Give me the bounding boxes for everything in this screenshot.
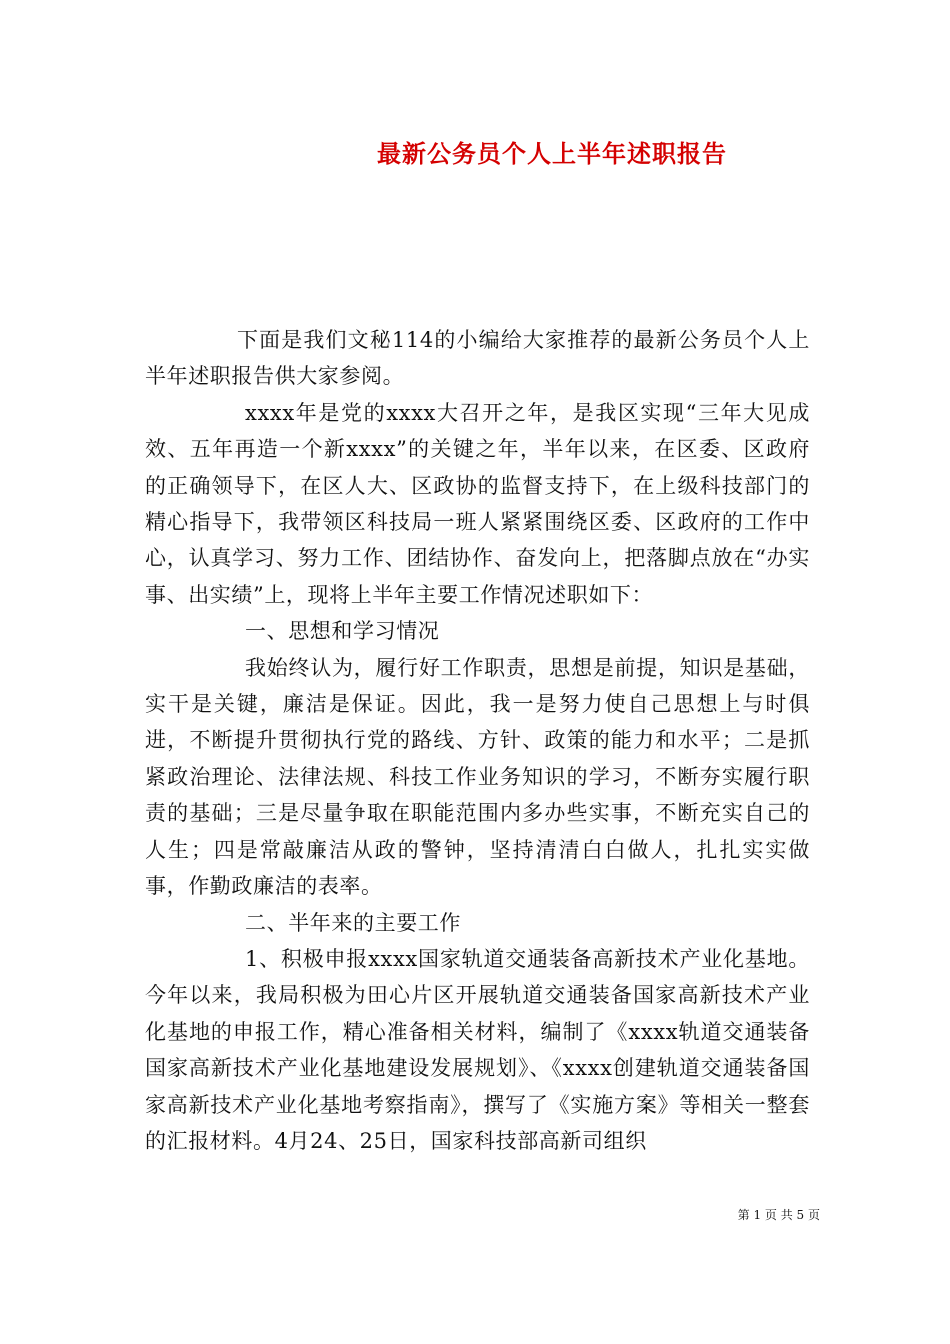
body-paragraph: 1、积极申报xxxx国家轨道交通装备高新技术产业化基地。今年以来，我局积极为田心片区开展轨道交通装备国家高新技术产业化基地的申报工作，精心准备相关材料，编制了《xxxx轨道交通装备国家高新技术产业化基地建设发展规划》、《xxxx创建轨道交通装备国家高新技术产业化基地考察指南》，撰写了《实施方案》等相关一整套的汇报材料。4月24、25日，国家科技部高新司组织 <box>145 946 810 1153</box>
document-body <box>145 322 810 1159</box>
body-paragraph: 我始终认为，履行好工作职责，思想是前提，知识是基础，实干是关键，廉洁是保证。因此，我一是努力使自己思想上与时俱进，不断提升贯彻执行党的路线、方针、政策的能力和水平；二是抓紧政治理论、法律法规、科技工作业务知识的学习，不断夯实履行职责的基础；三是尽量争取在职能范围内多办些实事，不断充实自己的人生；四是常敲廉洁从政的警钟，坚持清清白白做人，扎扎实实做事，作勤政廉洁的表率。 <box>145 655 810 899</box>
document-title: 最新公务员个人上半年述职报告 <box>377 139 727 168</box>
intro-paragraph: 下面是我们文秘114的小编给大家推荐的最新公务员个人上半年述职报告供大家参阅。 <box>145 328 810 389</box>
section-heading: 一、思想和学习情况 <box>245 619 440 644</box>
section-heading: 二、半年来的主要工作 <box>245 910 461 935</box>
page-number: 第 1 页 共 5 页 <box>737 1208 820 1222</box>
body-paragraph: xxxx年是党的xxxx大召开之年，是我区实现“三年大见成效、五年再造一个新xxxx”的关键之年，半年以来，在区委、区政府的正确领导下，在区人大、区政协的监督支持下，在上级科技部门的精心指导下，我带领区科技局一班人紧紧围绕区委、区政府的工作中心，认真学习、努力工作、团结协作、奋发向上，把落脚点放在“办实事、出实绩”上，现将上半年主要工作情况述职如下： <box>145 400 810 607</box>
